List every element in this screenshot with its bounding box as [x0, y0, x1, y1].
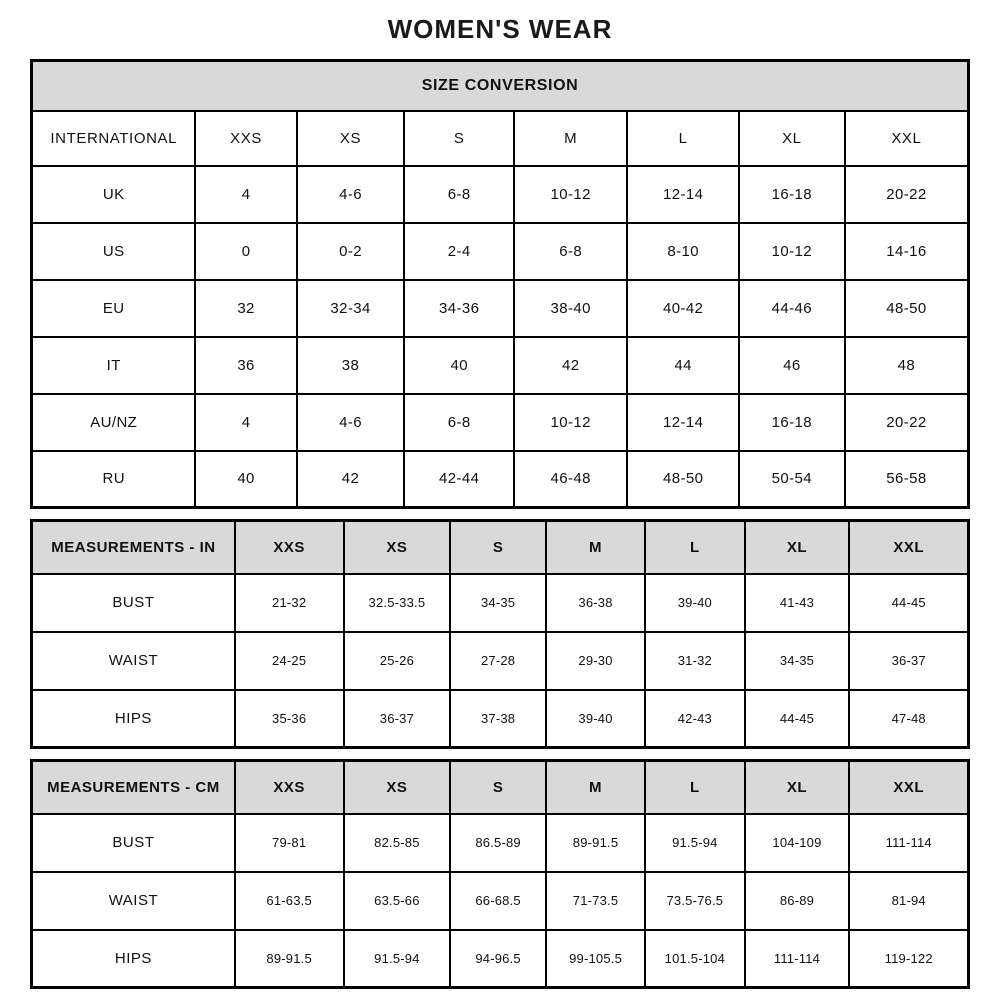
value-cell: 10-12: [514, 394, 627, 451]
value-cell: 56-58: [845, 451, 969, 508]
value-cell: 24-25: [235, 632, 344, 690]
value-cell: 34-35: [745, 632, 850, 690]
size-column-header: L: [645, 761, 744, 814]
value-cell: 42: [297, 451, 405, 508]
size-column-header: XXL: [849, 761, 968, 814]
size-column-header: XXL: [849, 521, 968, 574]
value-cell: 2-4: [404, 223, 514, 280]
row-label: WAIST: [32, 872, 235, 930]
value-cell: 4-6: [297, 166, 405, 223]
value-cell: 21-32: [235, 574, 344, 632]
value-cell: 111-114: [745, 930, 850, 988]
size-column-header: XL: [745, 761, 850, 814]
table-row: [32, 690, 969, 748]
value-cell: 79-81: [235, 814, 344, 872]
row-label: HIPS: [32, 690, 235, 748]
value-cell: 101.5-104: [645, 930, 744, 988]
table-row: [32, 61, 969, 111]
value-cell: 61-63.5: [235, 872, 344, 930]
size-conversion-table: [30, 59, 970, 509]
value-cell: 0: [195, 223, 296, 280]
size-column-header: XXS: [235, 521, 344, 574]
header-row: [32, 521, 969, 574]
size-column-header: M: [514, 111, 627, 166]
value-cell: 89-91.5: [546, 814, 645, 872]
row-label: HIPS: [32, 930, 235, 988]
measurements-title: MEASUREMENTS - CM: [32, 761, 235, 814]
value-cell: 8-10: [627, 223, 739, 280]
value-cell: 86-89: [745, 872, 850, 930]
table-row: [32, 337, 969, 394]
value-cell: 44-46: [739, 280, 845, 337]
size-column-header: XXS: [235, 761, 344, 814]
size-column-header: XL: [745, 521, 850, 574]
row-label: BUST: [32, 574, 235, 632]
row-label: UK: [32, 166, 196, 223]
value-cell: 46-48: [514, 451, 627, 508]
size-column-header: XS: [344, 521, 451, 574]
table-row: [32, 280, 969, 337]
size-column-header: XS: [297, 111, 405, 166]
measurements-in-table: [30, 519, 970, 749]
value-cell: 34-36: [404, 280, 514, 337]
table-row: [32, 872, 969, 930]
value-cell: 91.5-94: [645, 814, 744, 872]
value-cell: 16-18: [739, 166, 845, 223]
value-cell: 119-122: [849, 930, 968, 988]
row-label: WAIST: [32, 632, 235, 690]
table-row: [32, 451, 969, 508]
size-column-header: XS: [344, 761, 451, 814]
size-column-header: L: [627, 111, 739, 166]
value-cell: 40: [404, 337, 514, 394]
value-cell: 10-12: [514, 166, 627, 223]
value-cell: 0-2: [297, 223, 405, 280]
size-column-header: XXS: [195, 111, 296, 166]
value-cell: 39-40: [645, 574, 744, 632]
value-cell: 40: [195, 451, 296, 508]
size-column-header: S: [450, 521, 546, 574]
size-column-header: S: [404, 111, 514, 166]
size-column-header: L: [645, 521, 744, 574]
value-cell: 36-37: [849, 632, 968, 690]
page-title: WOMEN'S WEAR: [387, 14, 613, 44]
value-cell: 47-48: [849, 690, 968, 748]
value-cell: 82.5-85: [344, 814, 451, 872]
value-cell: 12-14: [627, 394, 739, 451]
value-cell: 4: [195, 166, 296, 223]
value-cell: 36-38: [546, 574, 645, 632]
value-cell: 91.5-94: [344, 930, 451, 988]
table-row: [32, 394, 969, 451]
value-cell: 104-109: [745, 814, 850, 872]
table-row: [32, 632, 969, 690]
row-label: IT: [32, 337, 196, 394]
header-row: [32, 111, 969, 166]
size-column-header: M: [546, 761, 645, 814]
value-cell: 27-28: [450, 632, 546, 690]
value-cell: 38-40: [514, 280, 627, 337]
value-cell: 4: [195, 394, 296, 451]
size-column-header: M: [546, 521, 645, 574]
value-cell: 14-16: [845, 223, 969, 280]
value-cell: 35-36: [235, 690, 344, 748]
row-label: BUST: [32, 814, 235, 872]
value-cell: 41-43: [745, 574, 850, 632]
value-cell: 42: [514, 337, 627, 394]
measurements-cm-table: [30, 759, 970, 989]
row-label: US: [32, 223, 196, 280]
value-cell: 48-50: [845, 280, 969, 337]
value-cell: 94-96.5: [450, 930, 546, 988]
value-cell: 48-50: [627, 451, 739, 508]
value-cell: 37-38: [450, 690, 546, 748]
value-cell: 34-35: [450, 574, 546, 632]
value-cell: 86.5-89: [450, 814, 546, 872]
value-cell: 42-44: [404, 451, 514, 508]
value-cell: 31-32: [645, 632, 744, 690]
value-cell: 20-22: [845, 166, 969, 223]
value-cell: 4-6: [297, 394, 405, 451]
table-row: [32, 223, 969, 280]
value-cell: 39-40: [546, 690, 645, 748]
value-cell: 73.5-76.5: [645, 872, 744, 930]
value-cell: 25-26: [344, 632, 451, 690]
value-cell: 40-42: [627, 280, 739, 337]
value-cell: 81-94: [849, 872, 968, 930]
value-cell: 32-34: [297, 280, 405, 337]
size-conversion-title: SIZE CONVERSION: [32, 61, 969, 111]
value-cell: 44: [627, 337, 739, 394]
value-cell: 38: [297, 337, 405, 394]
value-cell: 63.5-66: [344, 872, 451, 930]
table-row: [32, 166, 969, 223]
value-cell: 42-43: [645, 690, 744, 748]
row-label: EU: [32, 280, 196, 337]
value-cell: 16-18: [739, 394, 845, 451]
value-cell: 111-114: [849, 814, 968, 872]
header-row: [32, 761, 969, 814]
row-label: AU/NZ: [32, 394, 196, 451]
value-cell: 50-54: [739, 451, 845, 508]
value-cell: 10-12: [739, 223, 845, 280]
value-cell: 66-68.5: [450, 872, 546, 930]
row-label: RU: [32, 451, 196, 508]
value-cell: 6-8: [514, 223, 627, 280]
value-cell: 6-8: [404, 166, 514, 223]
value-cell: 20-22: [845, 394, 969, 451]
value-cell: 32: [195, 280, 296, 337]
table-row: [32, 814, 969, 872]
size-column-header: XXL: [845, 111, 969, 166]
value-cell: 48: [845, 337, 969, 394]
table-row: [32, 930, 969, 988]
value-cell: 46: [739, 337, 845, 394]
size-column-header: S: [450, 761, 546, 814]
value-cell: 71-73.5: [546, 872, 645, 930]
value-cell: 44-45: [849, 574, 968, 632]
value-cell: 6-8: [404, 394, 514, 451]
value-cell: 44-45: [745, 690, 850, 748]
value-cell: 36-37: [344, 690, 451, 748]
size-column-header: XL: [739, 111, 845, 166]
value-cell: 32.5-33.5: [344, 574, 451, 632]
value-cell: 12-14: [627, 166, 739, 223]
value-cell: 36: [195, 337, 296, 394]
table-row: [32, 574, 969, 632]
value-cell: 29-30: [546, 632, 645, 690]
measurements-title: MEASUREMENTS - IN: [32, 521, 235, 574]
region-column-header: INTERNATIONAL: [32, 111, 196, 166]
value-cell: 99-105.5: [546, 930, 645, 988]
value-cell: 89-91.5: [235, 930, 344, 988]
